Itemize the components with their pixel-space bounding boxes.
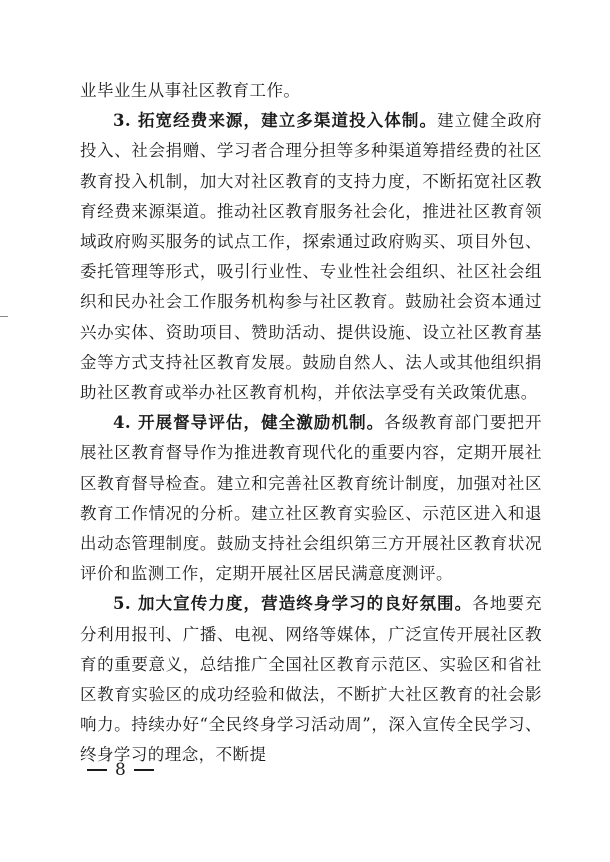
section-heading-publicity: 5. 加大宣传力度，营造终身学习的良好氛围。 <box>113 594 473 614</box>
page-number: 8 <box>115 760 126 780</box>
footer-dash-right <box>134 769 154 771</box>
paragraph-body: 业毕业生从事社区教育工作。 <box>80 81 301 100</box>
section-heading-supervision: 4. 开展督导评估，健全激励机制。 <box>113 413 385 433</box>
paragraph-body: 建立健全政府投入、社会捐赠、学习者合理分担等多种渠道筹措经费的社区教育投入机制，加大对社区教育的支持力度，不断拓宽社区教育经费来源渠道。推动社区教育服务社会化，推进社区教育领域政府购买服务的试点工作，探索通过政府购买、项目外包、委托管理等形式，吸引行业性、专业性社会组织、社区社会组织和民办社会工作服务机构参与社区教育。鼓励社会资本通过兴办实体、资助项目、赞助活动、提供设施、设立社区教育基金等方式支持社区教育发展。鼓励自然人、法人或其他组织捐助社区教育或举办社区教育机构，并依法享受有关政策优惠。 <box>80 111 542 403</box>
paragraph-body: 各地要充分利用报刊、广播、电视、网络等媒体，广泛宣传开展社区教育的重要意义，总结推广全国社区教育示范区、实验区和省社区教育实验区的成功经验和做法，不断扩大社区教育的社会影响力。持续办好“全民终身学习活动周”，深入宣传全民学习、终身学习的理念，不断提 <box>80 594 542 765</box>
section-heading-funding: 3. 拓宽经费来源，建立多渠道投入体制。 <box>113 111 438 131</box>
paragraph-body: 各级教育部门要把开展社区教育督导作为推进教育现代化的重要内容，定期开展社区教育督导检查。建立和完善社区教育统计制度，加强对社区教育工作情况的分析。建立社区教育实验区、示范区进入和退出动态管理制度。鼓励支持社会组织第三方开展社区教育状况评价和监测工作，定期开展社区居民满意度测评。 <box>80 413 542 584</box>
paragraph-continuation <box>80 76 542 106</box>
paragraph-publicity <box>80 589 542 770</box>
paragraph-funding <box>80 106 542 408</box>
document-body <box>80 76 542 771</box>
footer-dash-left <box>87 769 107 771</box>
paragraph-supervision <box>80 408 542 589</box>
page-footer <box>87 760 154 780</box>
binding-mark <box>0 316 8 317</box>
